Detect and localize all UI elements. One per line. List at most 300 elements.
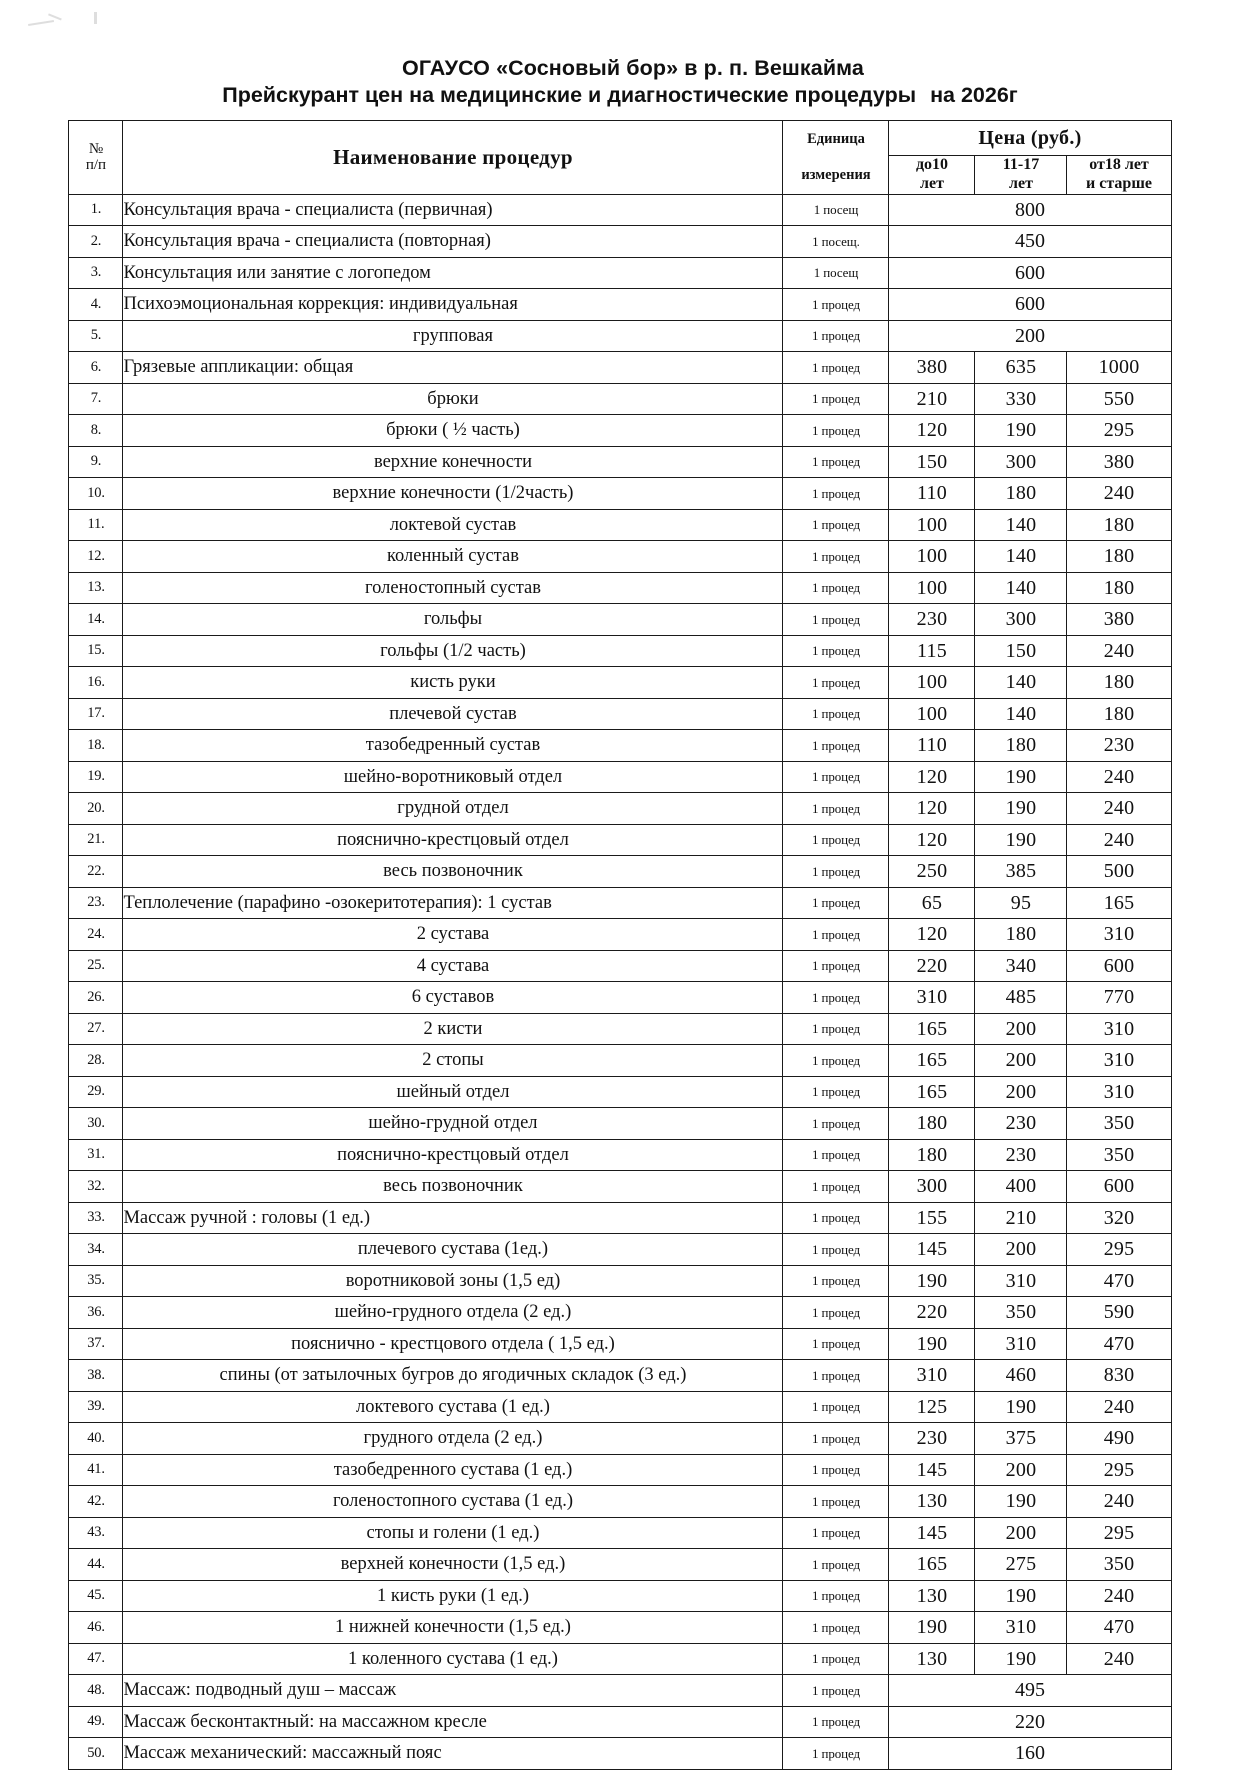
measurement-unit: 1 процед <box>783 1486 889 1518</box>
price-18-plus: 240 <box>1067 478 1171 510</box>
measurement-unit: 1 процед <box>783 919 889 951</box>
measurement-unit: 1 процед <box>783 1675 889 1707</box>
row-number: 42. <box>69 1486 123 1518</box>
price-11-17: 200 <box>975 1234 1067 1266</box>
table-row <box>69 1297 1171 1329</box>
measurement-unit: 1 процед <box>783 982 889 1014</box>
row-number: 50. <box>69 1738 123 1770</box>
table-row <box>69 1706 1171 1738</box>
table-row <box>69 1076 1171 1108</box>
header-unit-line2: измерения <box>801 167 871 184</box>
price-all-ages: 800 <box>889 194 1171 226</box>
price-under-10: 130 <box>889 1580 975 1612</box>
row-number: 40. <box>69 1423 123 1455</box>
price-11-17: 230 <box>975 1108 1067 1140</box>
table-row <box>69 1580 1171 1612</box>
price-under-10: 190 <box>889 1328 975 1360</box>
header-age3-line1: от18 лет <box>1089 156 1149 173</box>
procedure-name: шейный отдел <box>123 1076 783 1108</box>
price-18-plus: 240 <box>1067 1580 1171 1612</box>
price-under-10: 100 <box>889 698 975 730</box>
table-row <box>69 635 1171 667</box>
header-age-11-17 <box>975 156 1067 195</box>
price-11-17: 460 <box>975 1360 1067 1392</box>
measurement-unit: 1 процед <box>783 320 889 352</box>
price-11-17: 190 <box>975 1580 1067 1612</box>
row-number: 45. <box>69 1580 123 1612</box>
price-18-plus: 380 <box>1067 604 1171 636</box>
procedure-name: пояснично-крестцовый отдел <box>123 824 783 856</box>
price-under-10: 130 <box>889 1486 975 1518</box>
price-all-ages: 450 <box>889 226 1171 258</box>
price-under-10: 145 <box>889 1454 975 1486</box>
subtitle-year-text: на 2026г <box>930 83 1018 107</box>
table-row <box>69 982 1171 1014</box>
price-18-plus: 240 <box>1067 1643 1171 1675</box>
price-all-ages: 220 <box>889 1706 1171 1738</box>
table-row <box>69 1517 1171 1549</box>
procedure-name: брюки <box>123 383 783 415</box>
table-row <box>69 698 1171 730</box>
price-18-plus: 240 <box>1067 635 1171 667</box>
price-under-10: 310 <box>889 1360 975 1392</box>
row-number: 5. <box>69 320 123 352</box>
procedure-name: плечевой сустав <box>123 698 783 730</box>
price-18-plus: 500 <box>1067 856 1171 888</box>
row-number: 9. <box>69 446 123 478</box>
header-age-18-plus <box>1067 156 1171 195</box>
table-row <box>69 856 1171 888</box>
subtitle-main-text: Прейскурант цен на медицинские и диагностические процедуры <box>222 83 917 107</box>
price-under-10: 120 <box>889 919 975 951</box>
measurement-unit: 1 процед <box>783 1234 889 1266</box>
procedure-name: Грязевые аппликации: общая <box>123 352 783 384</box>
table-row <box>69 194 1171 226</box>
table-row <box>69 1391 1171 1423</box>
row-number: 23. <box>69 887 123 919</box>
price-under-10: 155 <box>889 1202 975 1234</box>
row-number: 35. <box>69 1265 123 1297</box>
procedure-name: 2 сустава <box>123 919 783 951</box>
procedure-name: воротниковой зоны (1,5 ед) <box>123 1265 783 1297</box>
procedure-name: верхние конечности (1/2часть) <box>123 478 783 510</box>
table-row <box>69 793 1171 825</box>
table-row <box>69 730 1171 762</box>
procedure-name: гольфы (1/2 часть) <box>123 635 783 667</box>
header-row-number <box>69 121 123 195</box>
table-row <box>69 446 1171 478</box>
price-11-17: 140 <box>975 509 1067 541</box>
price-18-plus: 180 <box>1067 509 1171 541</box>
measurement-unit: 1 процед <box>783 1045 889 1077</box>
price-18-plus: 295 <box>1067 1517 1171 1549</box>
measurement-unit: 1 процед <box>783 824 889 856</box>
table-row <box>69 761 1171 793</box>
price-18-plus: 240 <box>1067 793 1171 825</box>
header-num-symbol: № <box>88 140 104 157</box>
row-number: 3. <box>69 257 123 289</box>
price-under-10: 110 <box>889 478 975 510</box>
measurement-unit: 1 процед <box>783 950 889 982</box>
price-18-plus: 320 <box>1067 1202 1171 1234</box>
price-11-17: 190 <box>975 1486 1067 1518</box>
table-row <box>69 509 1171 541</box>
table-row <box>69 1643 1171 1675</box>
page-title: ОГАУСО «Сосновый бор» в р. п. Вешкайма <box>402 56 864 80</box>
page-subtitle <box>48 83 1192 108</box>
price-18-plus: 295 <box>1067 415 1171 447</box>
row-number: 1. <box>69 194 123 226</box>
price-18-plus: 770 <box>1067 982 1171 1014</box>
price-11-17: 200 <box>975 1076 1067 1108</box>
measurement-unit: 1 процед <box>783 509 889 541</box>
table-row <box>69 1045 1171 1077</box>
price-under-10: 180 <box>889 1108 975 1140</box>
price-under-10: 250 <box>889 856 975 888</box>
price-11-17: 190 <box>975 415 1067 447</box>
price-18-plus: 180 <box>1067 698 1171 730</box>
price-under-10: 230 <box>889 604 975 636</box>
row-number: 27. <box>69 1013 123 1045</box>
price-18-plus: 380 <box>1067 446 1171 478</box>
measurement-unit: 1 посещ. <box>783 226 889 258</box>
measurement-unit: 1 процед <box>783 1297 889 1329</box>
price-18-plus: 180 <box>1067 572 1171 604</box>
procedure-name: голеностопного сустава (1 ед.) <box>123 1486 783 1518</box>
price-18-plus: 350 <box>1067 1108 1171 1140</box>
measurement-unit: 1 процед <box>783 446 889 478</box>
row-number: 37. <box>69 1328 123 1360</box>
measurement-unit: 1 процед <box>783 1549 889 1581</box>
measurement-unit: 1 процед <box>783 1076 889 1108</box>
table-row <box>69 1139 1171 1171</box>
measurement-unit: 1 процед <box>783 667 889 699</box>
measurement-unit: 1 процед <box>783 698 889 730</box>
measurement-unit: 1 процед <box>783 1202 889 1234</box>
row-number: 29. <box>69 1076 123 1108</box>
table-row <box>69 572 1171 604</box>
price-11-17: 330 <box>975 383 1067 415</box>
measurement-unit: 1 посещ <box>783 194 889 226</box>
procedure-name: гольфы <box>123 604 783 636</box>
procedure-name: локтевого сустава (1 ед.) <box>123 1391 783 1423</box>
price-18-plus: 295 <box>1067 1454 1171 1486</box>
table-row <box>69 1549 1171 1581</box>
price-11-17: 140 <box>975 541 1067 573</box>
price-under-10: 165 <box>889 1549 975 1581</box>
measurement-unit: 1 процед <box>783 1013 889 1045</box>
procedure-name: Психоэмоциональная коррекция: индивидуальная <box>123 289 783 321</box>
row-number: 34. <box>69 1234 123 1266</box>
price-18-plus: 240 <box>1067 1391 1171 1423</box>
header-age2-line1: 11-17 <box>1002 156 1040 173</box>
table-row <box>69 415 1171 447</box>
table-row <box>69 1265 1171 1297</box>
price-under-10: 310 <box>889 982 975 1014</box>
table-row <box>69 1234 1171 1266</box>
measurement-unit: 1 процед <box>783 730 889 762</box>
price-18-plus: 295 <box>1067 1234 1171 1266</box>
table-row <box>69 887 1171 919</box>
procedure-name: коленный сустав <box>123 541 783 573</box>
row-number: 10. <box>69 478 123 510</box>
procedure-name: шейно-воротниковый отдел <box>123 761 783 793</box>
price-11-17: 140 <box>975 572 1067 604</box>
price-11-17: 200 <box>975 1454 1067 1486</box>
table-row <box>69 1360 1171 1392</box>
measurement-unit: 1 процед <box>783 289 889 321</box>
measurement-unit: 1 процед <box>783 1108 889 1140</box>
price-18-plus: 470 <box>1067 1328 1171 1360</box>
procedure-name: Массаж механический: массажный пояс <box>123 1738 783 1770</box>
price-under-10: 100 <box>889 509 975 541</box>
price-18-plus: 590 <box>1067 1297 1171 1329</box>
price-under-10: 220 <box>889 950 975 982</box>
procedure-name: брюки ( ½ часть) <box>123 415 783 447</box>
price-under-10: 180 <box>889 1139 975 1171</box>
price-11-17: 310 <box>975 1328 1067 1360</box>
price-18-plus: 310 <box>1067 1045 1171 1077</box>
price-18-plus: 310 <box>1067 1076 1171 1108</box>
price-under-10: 115 <box>889 635 975 667</box>
table-row <box>69 289 1171 321</box>
table-row <box>69 667 1171 699</box>
table-row <box>69 950 1171 982</box>
price-under-10: 110 <box>889 730 975 762</box>
price-18-plus: 240 <box>1067 824 1171 856</box>
table-row <box>69 824 1171 856</box>
procedure-name: 2 кисти <box>123 1013 783 1045</box>
price-11-17: 190 <box>975 824 1067 856</box>
price-table <box>68 120 1171 1770</box>
procedure-name: Консультация или занятие с логопедом <box>123 257 783 289</box>
price-under-10: 190 <box>889 1265 975 1297</box>
row-number: 25. <box>69 950 123 982</box>
price-11-17: 150 <box>975 635 1067 667</box>
price-18-plus: 240 <box>1067 761 1171 793</box>
procedure-name: шейно-грудного отдела (2 ед.) <box>123 1297 783 1329</box>
price-under-10: 230 <box>889 1423 975 1455</box>
procedure-name: кисть руки <box>123 667 783 699</box>
procedure-name: весь позвоночник <box>123 1171 783 1203</box>
procedure-name: тазобедренный сустав <box>123 730 783 762</box>
row-number: 48. <box>69 1675 123 1707</box>
price-11-17: 190 <box>975 793 1067 825</box>
row-number: 43. <box>69 1517 123 1549</box>
table-row <box>69 478 1171 510</box>
price-under-10: 100 <box>889 541 975 573</box>
price-11-17: 350 <box>975 1297 1067 1329</box>
header-age1-line2: лет <box>920 174 944 192</box>
row-number: 18. <box>69 730 123 762</box>
row-number: 28. <box>69 1045 123 1077</box>
row-number: 49. <box>69 1706 123 1738</box>
measurement-unit: 1 процед <box>783 1391 889 1423</box>
price-11-17: 300 <box>975 446 1067 478</box>
price-under-10: 65 <box>889 887 975 919</box>
price-under-10: 165 <box>889 1013 975 1045</box>
row-number: 36. <box>69 1297 123 1329</box>
price-under-10: 145 <box>889 1517 975 1549</box>
header-age2-line2: лет <box>1009 174 1033 192</box>
procedure-name: тазобедренного сустава (1 ед.) <box>123 1454 783 1486</box>
price-under-10: 145 <box>889 1234 975 1266</box>
procedure-name: грудной отдел <box>123 793 783 825</box>
price-under-10: 100 <box>889 572 975 604</box>
row-number: 44. <box>69 1549 123 1581</box>
row-number: 22. <box>69 856 123 888</box>
measurement-unit: 1 процед <box>783 1171 889 1203</box>
measurement-unit: 1 процед <box>783 1423 889 1455</box>
price-18-plus: 350 <box>1067 1549 1171 1581</box>
price-18-plus: 470 <box>1067 1265 1171 1297</box>
table-row <box>69 1202 1171 1234</box>
table-row <box>69 1423 1171 1455</box>
measurement-unit: 1 процед <box>783 793 889 825</box>
table-row <box>69 320 1171 352</box>
price-11-17: 300 <box>975 604 1067 636</box>
procedure-name: 4 сустава <box>123 950 783 982</box>
row-number: 4. <box>69 289 123 321</box>
measurement-unit: 1 процед <box>783 1643 889 1675</box>
header-age3-line2: и старше <box>1086 174 1152 192</box>
table-row <box>69 1013 1171 1045</box>
table-row <box>69 1486 1171 1518</box>
price-18-plus: 600 <box>1067 950 1171 982</box>
measurement-unit: 1 процед <box>783 1517 889 1549</box>
procedure-name: групповая <box>123 320 783 352</box>
row-number: 8. <box>69 415 123 447</box>
row-number: 14. <box>69 604 123 636</box>
row-number: 6. <box>69 352 123 384</box>
row-number: 21. <box>69 824 123 856</box>
procedure-name: 1 кисть руки (1 ед.) <box>123 1580 783 1612</box>
price-11-17: 190 <box>975 761 1067 793</box>
procedure-name: шейно-грудной отдел <box>123 1108 783 1140</box>
price-11-17: 485 <box>975 982 1067 1014</box>
procedure-name: Массаж: подводный душ – массаж <box>123 1675 783 1707</box>
row-number: 33. <box>69 1202 123 1234</box>
measurement-unit: 1 процед <box>783 1328 889 1360</box>
procedure-name: верхние конечности <box>123 446 783 478</box>
price-11-17: 230 <box>975 1139 1067 1171</box>
procedure-name: грудного отдела (2 ед.) <box>123 1423 783 1455</box>
procedure-name: Массаж бесконтактный: на массажном кресле <box>123 1706 783 1738</box>
procedure-name: 1 коленного сустава (1 ед.) <box>123 1643 783 1675</box>
procedure-name: Консультация врача - специалиста (повторная) <box>123 226 783 258</box>
price-18-plus: 350 <box>1067 1139 1171 1171</box>
measurement-unit: 1 процед <box>783 478 889 510</box>
measurement-unit: 1 процед <box>783 1360 889 1392</box>
price-18-plus: 1000 <box>1067 352 1171 384</box>
table-row <box>69 383 1171 415</box>
price-11-17: 375 <box>975 1423 1067 1455</box>
procedure-name: пояснично - крестцового отдела ( 1,5 ед.) <box>123 1328 783 1360</box>
price-11-17: 180 <box>975 478 1067 510</box>
price-under-10: 150 <box>889 446 975 478</box>
price-11-17: 275 <box>975 1549 1067 1581</box>
price-18-plus: 310 <box>1067 919 1171 951</box>
price-18-plus: 550 <box>1067 383 1171 415</box>
row-number: 2. <box>69 226 123 258</box>
header-unit <box>783 121 889 195</box>
price-11-17: 200 <box>975 1045 1067 1077</box>
table-row <box>69 541 1171 573</box>
table-header <box>69 121 1171 195</box>
row-number: 17. <box>69 698 123 730</box>
table-row <box>69 919 1171 951</box>
price-under-10: 190 <box>889 1612 975 1644</box>
row-number: 19. <box>69 761 123 793</box>
price-18-plus: 180 <box>1067 541 1171 573</box>
table-row <box>69 1171 1171 1203</box>
price-under-10: 130 <box>889 1643 975 1675</box>
measurement-unit: 1 процед <box>783 604 889 636</box>
price-under-10: 380 <box>889 352 975 384</box>
measurement-unit: 1 процед <box>783 761 889 793</box>
price-all-ages: 600 <box>889 289 1171 321</box>
header-age-under-10 <box>889 156 975 195</box>
price-11-17: 180 <box>975 730 1067 762</box>
row-number: 20. <box>69 793 123 825</box>
procedure-name: 2 стопы <box>123 1045 783 1077</box>
table-row <box>69 1328 1171 1360</box>
price-under-10: 165 <box>889 1045 975 1077</box>
price-18-plus: 470 <box>1067 1612 1171 1644</box>
price-11-17: 180 <box>975 919 1067 951</box>
price-under-10: 300 <box>889 1171 975 1203</box>
measurement-unit: 1 процед <box>783 1580 889 1612</box>
measurement-unit: 1 процед <box>783 1706 889 1738</box>
price-11-17: 140 <box>975 698 1067 730</box>
row-number: 46. <box>69 1612 123 1644</box>
table-row <box>69 1454 1171 1486</box>
price-under-10: 120 <box>889 793 975 825</box>
measurement-unit: 1 процед <box>783 541 889 573</box>
procedure-name: спины (от затылочных бугров до ягодичных складок (3 ед.) <box>123 1360 783 1392</box>
row-number: 30. <box>69 1108 123 1140</box>
price-11-17: 210 <box>975 1202 1067 1234</box>
table-body <box>69 194 1171 1769</box>
row-number: 31. <box>69 1139 123 1171</box>
row-number: 15. <box>69 635 123 667</box>
measurement-unit: 1 процед <box>783 1612 889 1644</box>
procedure-name: весь позвоночник <box>123 856 783 888</box>
row-number: 11. <box>69 509 123 541</box>
row-number: 16. <box>69 667 123 699</box>
row-number: 39. <box>69 1391 123 1423</box>
header-unit-line1: Единица <box>807 131 865 148</box>
measurement-unit: 1 процед <box>783 887 889 919</box>
table-row <box>69 1675 1171 1707</box>
price-all-ages: 160 <box>889 1738 1171 1770</box>
procedure-name: плечевого сустава (1ед.) <box>123 1234 783 1266</box>
price-all-ages: 200 <box>889 320 1171 352</box>
price-18-plus: 240 <box>1067 1486 1171 1518</box>
table-row <box>69 1612 1171 1644</box>
price-11-17: 340 <box>975 950 1067 982</box>
price-18-plus: 230 <box>1067 730 1171 762</box>
price-18-plus: 830 <box>1067 1360 1171 1392</box>
price-11-17: 190 <box>975 1391 1067 1423</box>
table-row <box>69 604 1171 636</box>
measurement-unit: 1 процед <box>783 572 889 604</box>
measurement-unit: 1 процед <box>783 635 889 667</box>
header-procedure-name: Наименование процедур <box>123 121 783 195</box>
row-number: 13. <box>69 572 123 604</box>
measurement-unit: 1 процед <box>783 1139 889 1171</box>
price-under-10: 120 <box>889 824 975 856</box>
